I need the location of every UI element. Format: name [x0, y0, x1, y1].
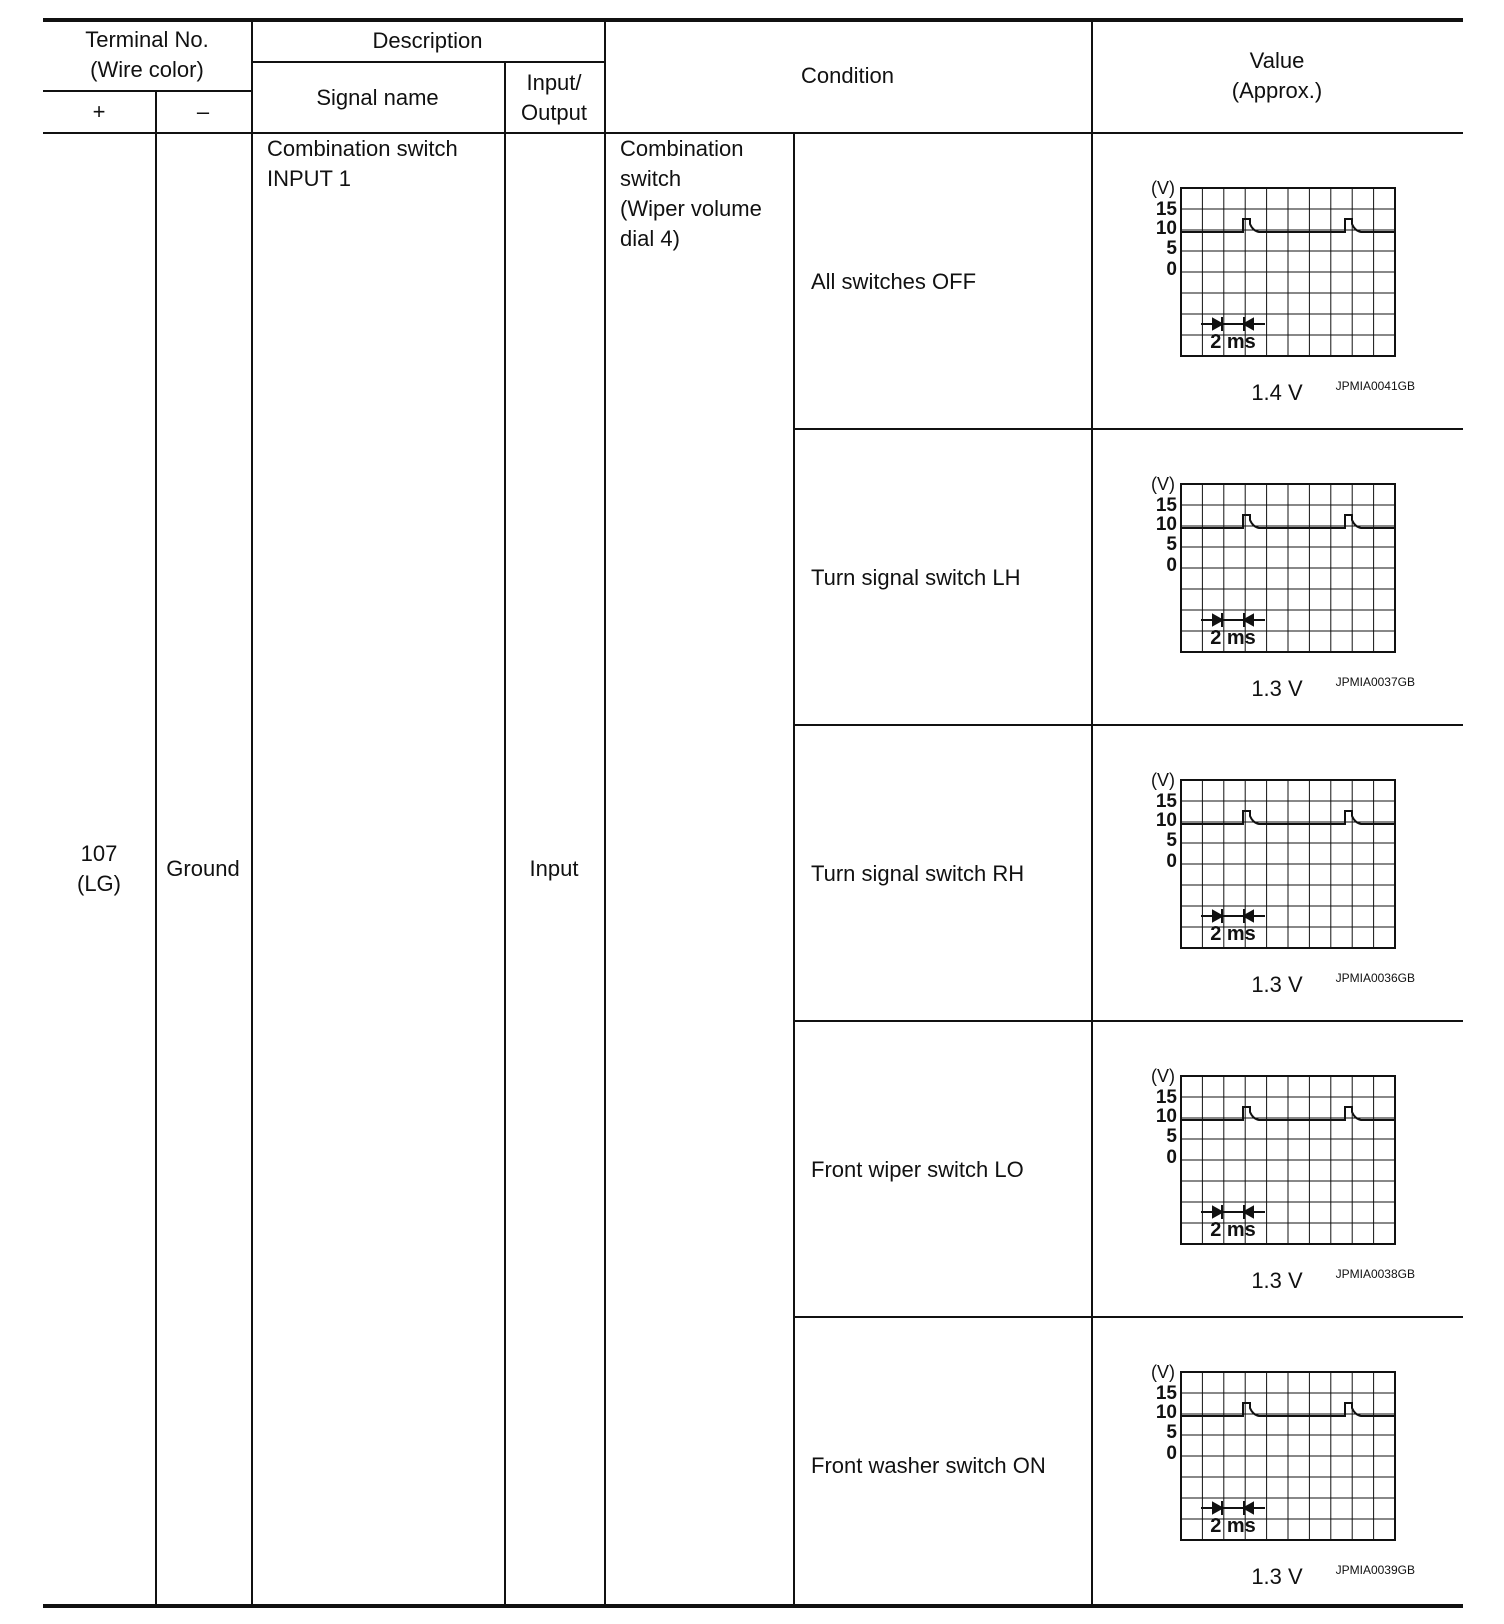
- time-scale-label: 2 ms: [1210, 1515, 1256, 1537]
- y-tick-label: 10: [1155, 1106, 1177, 1127]
- figure-id: JPMIA0037GB: [1335, 675, 1415, 689]
- y-tick-label: 10: [1155, 810, 1177, 831]
- time-scale-label: 2 ms: [1210, 923, 1256, 945]
- plus-header: [43, 92, 155, 132]
- y-tick-label: 5: [1166, 830, 1177, 851]
- wire-color: (LG): [77, 871, 121, 896]
- minus-header: [155, 92, 251, 132]
- description-label: Description: [372, 27, 483, 53]
- signal-name-line-1: Combination switch: [267, 136, 458, 161]
- minus-label: –: [196, 99, 210, 124]
- condition-group-line-2: switch: [620, 166, 682, 191]
- condition-label-text: Turn signal switch LH: [811, 565, 1021, 590]
- y-tick-label: 5: [1166, 1126, 1177, 1147]
- y-tick-label: 0: [1166, 555, 1177, 576]
- terminal-plus-cell: [43, 134, 155, 1604]
- condition-label: [795, 1318, 1091, 1614]
- signal-name-line-2: INPUT 1: [267, 166, 351, 191]
- condition-group-line-4: dial 4): [620, 226, 680, 251]
- time-scale-label: 2 ms: [1210, 331, 1256, 353]
- y-unit-label: (V): [1151, 1362, 1175, 1382]
- figure-id: JPMIA0039GB: [1335, 1563, 1415, 1577]
- condition-group-cell: [604, 134, 793, 1604]
- time-scale-arrow: [1201, 1205, 1265, 1219]
- terminal-no-header: [43, 20, 251, 90]
- signal-name-cell: [251, 134, 504, 1604]
- y-tick-label: 5: [1166, 534, 1177, 555]
- y-tick-label: 15: [1155, 495, 1177, 516]
- condition-label: [795, 134, 1091, 430]
- terminal-number: 107: [80, 841, 118, 866]
- approx-value: 1.4 V: [1251, 380, 1303, 405]
- signal-name-header: [251, 63, 504, 132]
- value-label-1: Value: [1249, 48, 1305, 73]
- wire-color-label: (Wire color): [90, 57, 204, 82]
- condition-label: [795, 1022, 1091, 1318]
- waveform-graph: [1121, 170, 1421, 400]
- terminal-spec-table: [43, 18, 1463, 1608]
- y-tick-label: 0: [1166, 1443, 1177, 1464]
- input-output-label-1: Input/: [526, 69, 582, 95]
- terminal-minus-cell: [155, 134, 251, 1604]
- io-value: Input: [529, 856, 579, 881]
- y-tick-label: 0: [1166, 1147, 1177, 1168]
- y-tick-label: 10: [1155, 218, 1177, 239]
- condition-label: [795, 430, 1091, 726]
- signal-name-label: Signal name: [316, 84, 439, 110]
- time-scale-arrow: [1201, 613, 1265, 627]
- io-cell: [504, 134, 604, 1604]
- approx-value: 1.3 V: [1251, 676, 1303, 701]
- condition-group-line-3: (Wiper volume: [620, 196, 762, 221]
- condition-label-text: Front washer switch ON: [811, 1453, 1046, 1478]
- condition-group-line-1: Combination: [620, 136, 744, 161]
- time-scale-arrow: [1201, 909, 1265, 923]
- y-tick-label: 5: [1166, 1422, 1177, 1443]
- y-tick-label: 15: [1155, 1383, 1177, 1404]
- condition-header: [604, 20, 1091, 132]
- value-label-2: (Approx.): [1231, 78, 1323, 103]
- time-scale-arrow: [1201, 317, 1265, 331]
- y-unit-label: (V): [1151, 770, 1175, 790]
- terminal-no-label: Terminal No.: [85, 27, 209, 52]
- table-bottom-border: [43, 1604, 1463, 1608]
- y-unit-label: (V): [1151, 178, 1175, 198]
- input-output-label-2: Output: [520, 99, 588, 125]
- y-tick-label: 0: [1166, 851, 1177, 872]
- input-output-header: [504, 63, 604, 132]
- condition-label-text: Turn signal switch RH: [811, 861, 1025, 886]
- waveform-graph: [1121, 762, 1421, 992]
- waveform-graph: [1121, 466, 1421, 696]
- col-divider-value: [1091, 18, 1093, 1604]
- y-tick-label: 15: [1155, 199, 1177, 220]
- condition-label-text: All switches OFF: [811, 269, 977, 294]
- condition-label-text: Front wiper switch LO: [811, 1157, 1024, 1182]
- time-scale-label: 2 ms: [1210, 627, 1256, 649]
- figure-id: JPMIA0038GB: [1335, 1267, 1415, 1281]
- waveform-graph: [1121, 1354, 1421, 1584]
- waveform-graph: [1121, 1058, 1421, 1288]
- ground-label: Ground: [166, 856, 240, 881]
- approx-value: 1.3 V: [1251, 1268, 1303, 1293]
- y-tick-label: 15: [1155, 1087, 1177, 1108]
- y-tick-label: 10: [1155, 1402, 1177, 1423]
- approx-value: 1.3 V: [1251, 972, 1303, 997]
- y-tick-label: 10: [1155, 514, 1177, 535]
- y-unit-label: (V): [1151, 1066, 1175, 1086]
- time-scale-label: 2 ms: [1210, 1219, 1256, 1241]
- condition-label: Condition: [801, 63, 894, 88]
- y-tick-label: 15: [1155, 791, 1177, 812]
- figure-id: JPMIA0041GB: [1335, 379, 1415, 393]
- figure-id: JPMIA0036GB: [1335, 971, 1415, 985]
- plus-label: +: [92, 99, 106, 124]
- condition-label: [795, 726, 1091, 1022]
- y-unit-label: (V): [1151, 474, 1175, 494]
- value-header: [1091, 20, 1463, 132]
- description-header: [251, 20, 604, 61]
- approx-value: 1.3 V: [1251, 1564, 1303, 1589]
- time-scale-arrow: [1201, 1501, 1265, 1515]
- y-tick-label: 5: [1166, 238, 1177, 259]
- y-tick-label: 0: [1166, 259, 1177, 280]
